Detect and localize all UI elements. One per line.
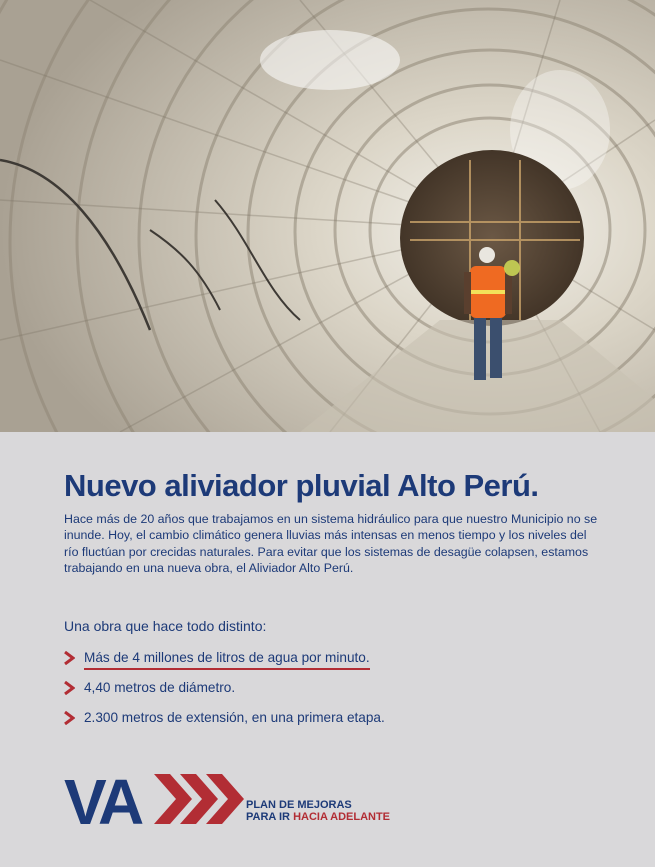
list-item-text: 2.300 metros de extensión, en una primera etapa.: [84, 710, 385, 725]
va-logo: [64, 768, 244, 830]
chevron-right-icon: [64, 651, 75, 665]
tagline-line1: PLAN DE MEJORAS: [246, 799, 352, 811]
chevron-right-icon: [64, 711, 75, 725]
list-item-text: Más de 4 millones de litros de agua por minuto.: [84, 650, 370, 670]
features-list: [64, 644, 385, 734]
brand-tagline: [246, 799, 390, 823]
tunnel-photo: [0, 0, 655, 432]
article-body: Hace más de 20 años que trabajamos en un sistema hidráulico para que nuestro Municipio no se inunde. Hoy, el cambio climático genera lluvias más intensas en menos tiempo y los niveles del río fluctúan por crecidas naturales. Para evitar que los sistemas de desagüe colapsen, estamos trabajando en una nueva obra, el Aliviador Alto Perú.: [64, 512, 598, 576]
list-item-text: 4,40 metros de diámetro.: [84, 680, 236, 695]
tagline-line2-prefix: PARA IR: [246, 811, 294, 823]
list-item: [64, 644, 385, 674]
tagline-line2-highlight: HACIA ADELANTE: [293, 811, 391, 823]
article-title: Nuevo aliviador pluvial Alto Perú.: [64, 468, 539, 503]
tunnel-illustration: [0, 0, 655, 432]
logo-text: VA: [64, 768, 141, 830]
logo-arrows-icon: [154, 774, 244, 824]
chevron-right-icon: [64, 681, 75, 695]
list-item: [64, 674, 385, 704]
article-subtitle: Una obra que hace todo distinto:: [64, 618, 267, 634]
list-item: [64, 704, 385, 734]
content-panel: [0, 432, 655, 867]
